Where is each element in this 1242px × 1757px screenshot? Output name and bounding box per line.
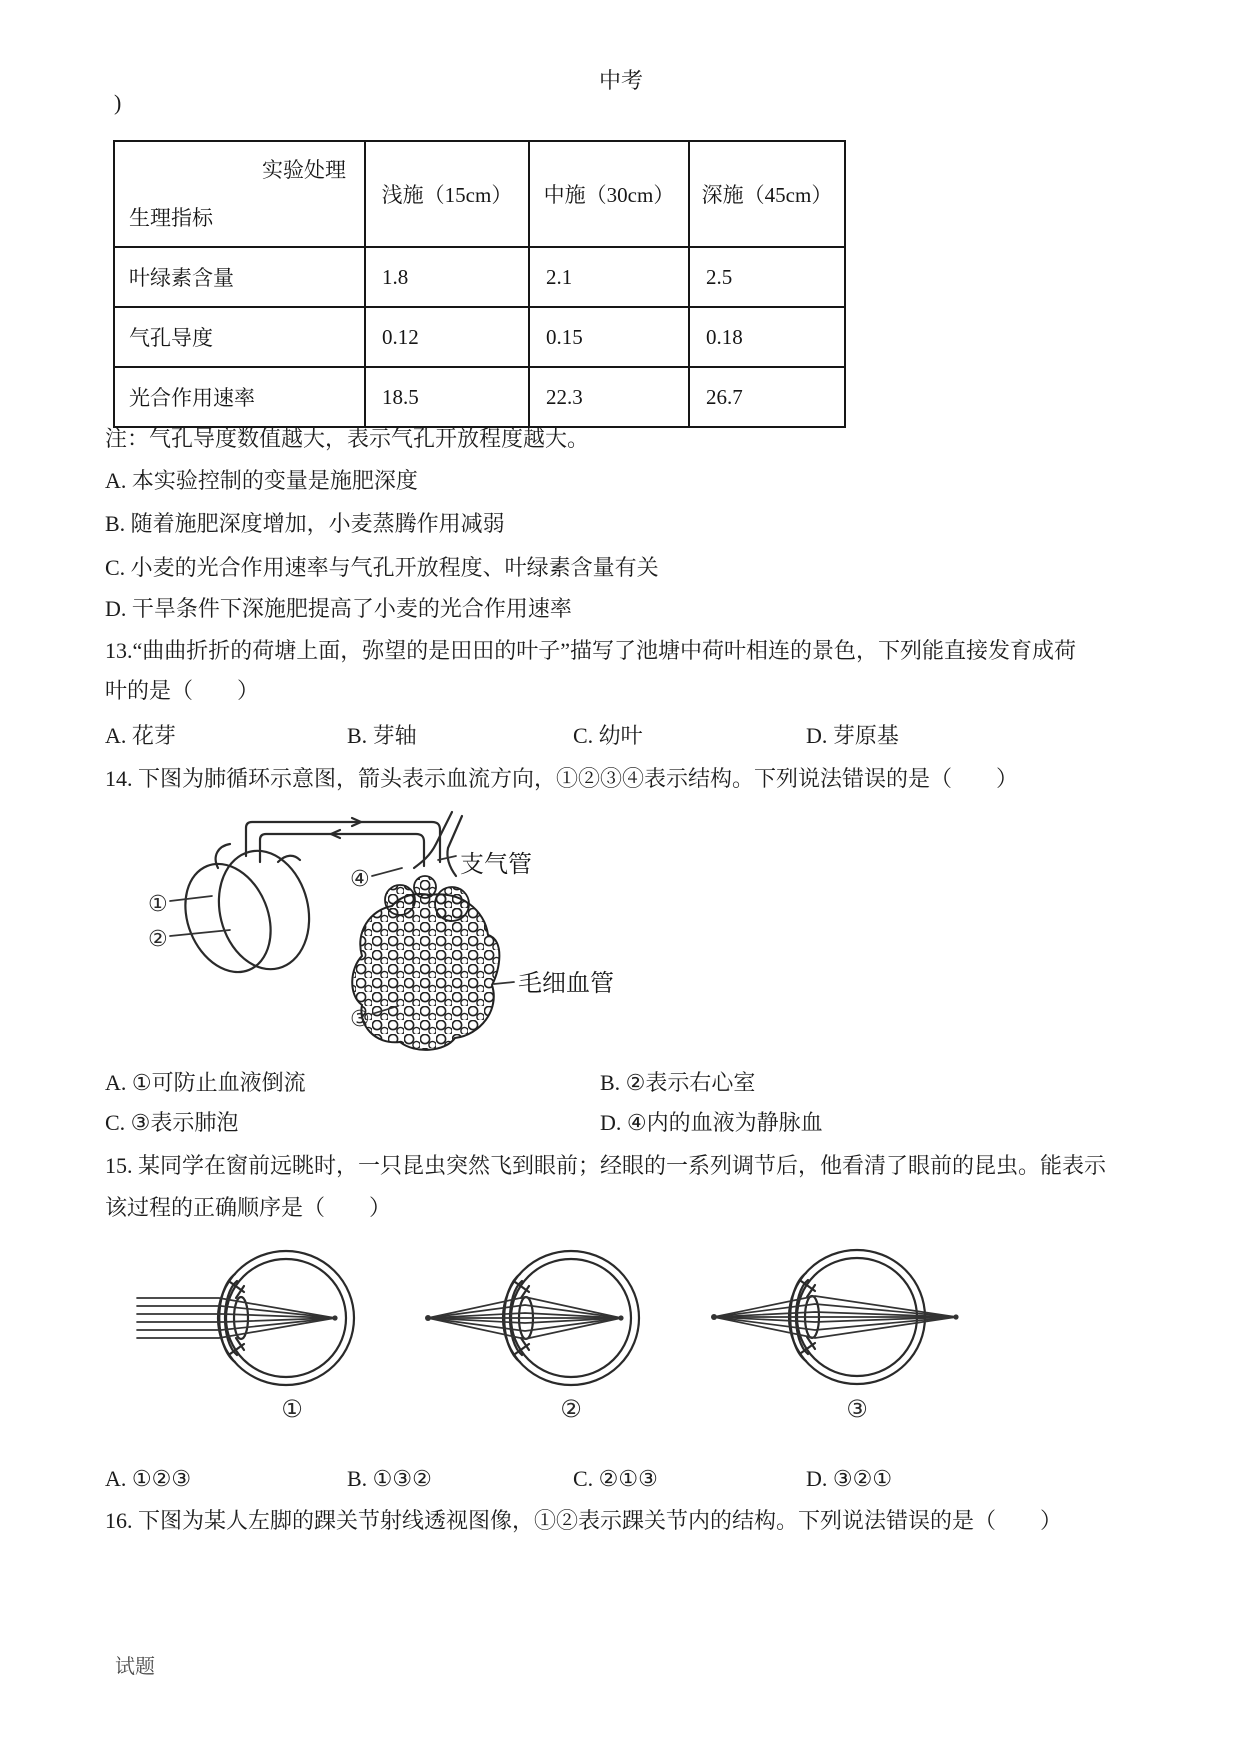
cell-value: 2.1	[529, 247, 689, 307]
q12-option-b: B. 随着施肥深度增加，小麦蒸腾作用减弱	[105, 511, 505, 536]
cell-value: 26.7	[689, 367, 845, 427]
q14-option-b: B. ②表示右心室	[600, 1070, 756, 1095]
table-row	[114, 367, 845, 427]
eye-figure-numbers	[281, 1395, 868, 1423]
q13-text-line2: 叶的是（ ）	[105, 678, 260, 703]
q14-option-a: A. ①可防止血液倒流	[105, 1070, 306, 1095]
eye-figure-3	[711, 1250, 959, 1384]
cell-value: 22.3	[529, 367, 689, 427]
q12-option-a: A. 本实验控制的变量是施肥深度	[105, 468, 418, 493]
column-header-shallow: 浅施（15cm）	[365, 141, 529, 247]
cell-value: 1.8	[365, 247, 529, 307]
eye-figure-1	[137, 1251, 354, 1385]
eye-label-1: ①	[281, 1395, 303, 1423]
q16-text: 16. 下图为某人左脚的踝关节射线透视图像，①②表示踝关节内的结构。下列说法错误的是（ ）	[105, 1508, 1063, 1533]
eye-label-3: ③	[846, 1395, 868, 1423]
lung-circulation-diagram	[100, 810, 660, 1060]
table-corner-cell	[114, 141, 365, 247]
q13-text-line1: 13.“曲曲折折的荷塘上面，弥望的是田田的叶子”描写了池塘中荷叶相连的景色，下列能直接发育成荷	[105, 638, 1077, 663]
corner-label-indicator: 生理指标	[129, 206, 213, 230]
q12-option-d: D. 干旱条件下深施肥提高了小麦的光合作用速率	[105, 596, 572, 621]
table-note: 注：气孔导度数值越大，表示气孔开放程度越大。	[105, 426, 590, 451]
corner-label-treatment: 实验处理	[262, 158, 346, 182]
page-footer-label: 试题	[115, 1656, 155, 1678]
table-row	[114, 307, 845, 367]
capillary-label: 毛细血管	[518, 971, 614, 997]
q15-text-line2: 该过程的正确顺序是（ ）	[105, 1195, 392, 1220]
cell-value: 0.15	[529, 307, 689, 367]
q14-text: 14. 下图为肺循环示意图，箭头表示血流方向，①②③④表示结构。下列说法错误的是（ ）	[105, 766, 1019, 791]
q15-text-line1: 15. 某同学在窗前远眺时，一只昆虫突然飞到眼前；经眼的一系列调节后，他看清了眼前的昆虫。能表示	[105, 1153, 1107, 1178]
eye-accommodation-diagram	[105, 1243, 1005, 1428]
row-label-chlorophyll: 叶绿素含量	[114, 247, 365, 307]
page-header-title: 中考	[598, 68, 644, 93]
q15-option-b: B. ①③②	[347, 1466, 432, 1491]
q13-option-d: D. 芽原基	[806, 723, 899, 748]
heart-label-1: ①	[148, 892, 168, 917]
alveoli-capillary-cluster	[352, 876, 499, 1050]
column-header-middle: 中施（30cm）	[529, 141, 689, 247]
q13-option-a: A. 花芽	[105, 723, 176, 748]
eye-label-2: ②	[560, 1395, 582, 1423]
q15-option-a: A. ①②③	[105, 1466, 192, 1491]
experiment-data-table	[113, 140, 846, 428]
q13-option-c: C. 幼叶	[573, 723, 643, 748]
q15-option-c: C. ②①③	[573, 1466, 658, 1491]
cell-value: 18.5	[365, 367, 529, 427]
vessel-label-4: ④	[350, 867, 370, 892]
row-label-stomatal: 气孔导度	[114, 307, 365, 367]
cell-value: 0.18	[689, 307, 845, 367]
q15-option-d: D. ③②①	[806, 1466, 893, 1491]
q14-option-d: D. ④内的血液为静脉血	[600, 1110, 823, 1135]
pulmonary-vessels	[246, 818, 440, 866]
q12-option-c: C. 小麦的光合作用速率与气孔开放程度、叶绿素含量有关	[105, 555, 659, 580]
stray-parenthesis: )	[114, 90, 122, 115]
alveoli-label-3: ③	[350, 1007, 370, 1032]
q13-option-b: B. 芽轴	[347, 723, 417, 748]
table-row	[114, 247, 845, 307]
cell-value: 0.12	[365, 307, 529, 367]
bronchus-label: 支气管	[460, 852, 532, 878]
cell-value: 2.5	[689, 247, 845, 307]
heart-label-2: ②	[148, 927, 168, 952]
column-header-deep: 深施（45cm）	[689, 141, 845, 247]
row-label-photosynthesis: 光合作用速率	[114, 367, 365, 427]
eye-figure-2	[425, 1251, 639, 1385]
heart-shape	[170, 841, 321, 985]
q14-option-c: C. ③表示肺泡	[105, 1110, 239, 1135]
